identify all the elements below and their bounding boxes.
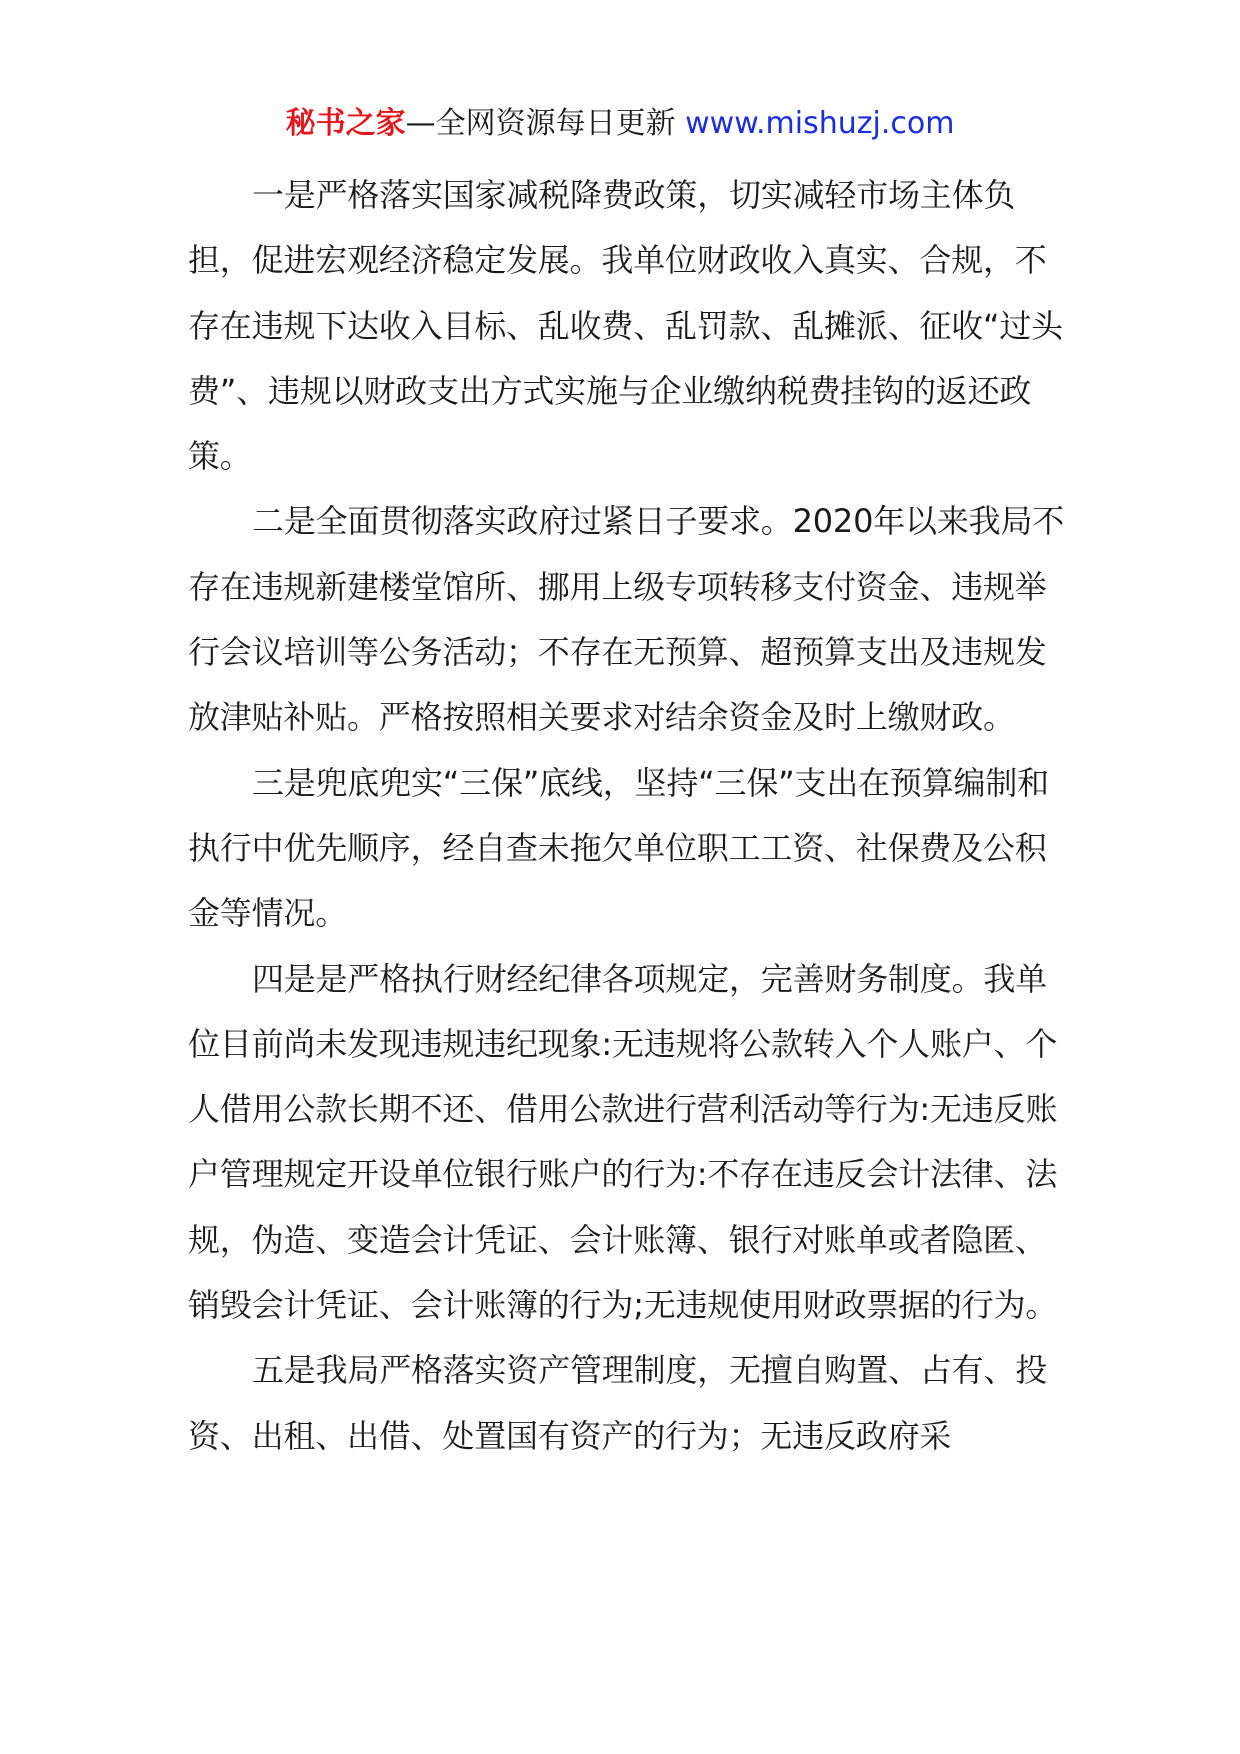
paragraph-1: 一是严格落实国家减税降费政策，切实减轻市场主体负担，促进宏观经济稳定发展。我单位财政收入真实、合规，不存在违规下达收入目标、乱收费、乱罚款、乱摊派、征收“过头费”、违规以财政支出方式实施与企业缴纳税费挂钩的返还政策。 xyxy=(188,176,1063,476)
paragraph-2: 二是全面贯彻落实政府过紧日子要求。2020年以来我局不存在违规新建楼堂馆所、挪用上级专项转移支付资金、违规举行会议培训等公务活动；不存在无预算、超预算支出及违规发放津贴补贴。严格按照相关要求对结余资金及时上缴财政。 xyxy=(188,502,1065,737)
document-body xyxy=(188,163,1068,1469)
page-header xyxy=(0,104,1240,144)
paragraph-3: 三是兜底兜实“三保”底线，坚持“三保”支出在预算编制和执行中优先顺序，经自查未拖欠单位职工工资、社保费及公积金等情况。 xyxy=(188,763,1049,933)
website-link[interactable]: www.mishuzj.com xyxy=(685,106,955,141)
paragraph-4: 四是是严格执行财经纪律各项规定，完善财务制度。我单位目前尚未发现违规违纪现象:无违规将公款转入个人账户、个人借用公款长期不还、借用公款进行营利活动等行为:无违反账户管理规定开设单位银行账户的行为:不存在违反会计法律、法规，伪造、变造会计凭证、会计账簿、银行对账单或者隐匿、销毁会计凭证、会计账簿的行为;无违规使用财政票据的行为。 xyxy=(188,959,1058,1325)
header-tagline: —全网资源每日更新 xyxy=(405,106,686,141)
brand-name: 秘书之家 xyxy=(285,106,406,141)
paragraph-5: 五是我局严格落实资产管理制度，无擅自购置、占有、投资、出租、出借、处置国有资产的行为；无违反政府采 xyxy=(188,1351,1048,1455)
